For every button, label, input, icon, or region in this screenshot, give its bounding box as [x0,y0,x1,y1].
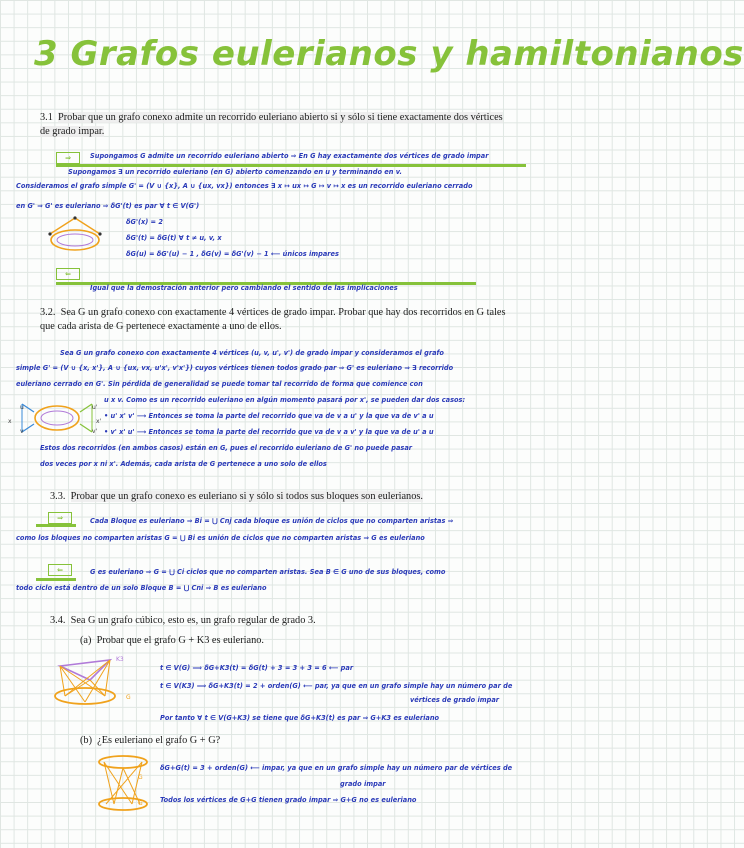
problem-statement: Probar que un grafo conexo admite un recorrido euleriano abierto si y sólo si tiene exactamente dos vértices de grado impar. [40,112,503,137]
hw-line: grado impar [340,780,386,788]
hw-line: δG'(x) = 2 [126,218,163,226]
arrow-left-box: ⇐ [56,268,80,280]
part-label: (a) [80,635,92,646]
figure-label: G [138,800,143,807]
page-title: 3 Grafos eulerianos y hamiltonianos [34,34,744,74]
problem-number: 3.4. [50,615,66,626]
hw-line: δG+G(t) = 3 + orden(G) ⟵ impar, ya que en un grafo simple hay un número par de vértices de [160,764,513,772]
arrow-right-box: ⇒ [56,152,80,164]
hw-line: G es euleriano ⇒ G = ⋃ Ci ciclos que no comparten aristas. Sea B ∈ G uno de sus bloques, como [90,568,446,576]
euler-figure-3-1 [40,214,110,260]
problem-number: 3.2. [40,307,56,318]
problem-statement: Probar que un grafo conexo es euleriano si y sólo si todos sus bloques son eulerianos. [70,491,423,502]
part-text: Probar que el grafo G + K3 es euleriano. [96,635,264,646]
problem-part-b [80,734,220,748]
hw-line: como los bloques no comparten aristas G = ⋃ Bi es unión de ciclos que no comparten aristas ⇒ G es euleriano [16,534,425,542]
part-text: ¿Es euleriano el grafo G + G? [97,735,221,746]
problem-statement: Sea G un grafo conexo con exactamente 4 vértices de grado impar. Probar que hay dos recorridos en G tales que cada arista de G pertenece exactamente a uno de ellos. [40,307,506,332]
green-underline [36,524,76,527]
figure-label: x [8,418,12,425]
figure-label: v [20,428,24,435]
euler-figure-3-2 [14,394,100,444]
problem-statement: Sea G un grafo cúbico, esto es, un grafo regular de grado 3. [70,615,316,626]
hw-line: Igual que la demostración anterior pero cambiando el sentido de las implicaciones [90,284,398,292]
hw-line: vértices de grado impar [410,696,500,704]
green-underline [36,578,76,581]
hw-line: Cada Bloque es euleriano ⇒ Bi = ⋃ Cnj cada bloque es unión de ciclos que no comparten aristas ⇒ [90,517,454,525]
problem-number: 3.3. [50,491,66,502]
figure-label: G [126,694,131,701]
figure-label: K3 [116,656,124,663]
problem-3-2 [40,306,510,333]
hw-line: Supongamos G admite un recorrido euleriano abierto ⇒ En G hay exactamente dos vértices de grado impar [90,152,489,160]
hw-line: δG(u) = δG'(u) − 1 , δG(v) = δG'(v) − 1 ⟵ únicos impares [126,250,339,258]
figure-label: u' [92,404,98,411]
figure-label: G [138,774,143,781]
hw-line: Supongamos ∃ un recorrido euleriano (en G) abierto comenzando en u y terminando en v. [68,168,403,176]
hw-line: dos veces por x ni x'. Además, cada arista de G pertenece a uno solo de ellos [40,460,327,468]
part-label: (b) [80,735,93,746]
problem-3-4 [50,614,520,628]
arrow-left-box: ⇐ [48,564,72,576]
problem-part-a [80,634,264,648]
arrow-right-box: ⇒ [48,512,72,524]
hw-line: Sea G un grafo conexo con exactamente 4 vértices (u, v, u', v') de grado impar y consideramos el grafo [60,349,444,357]
hw-line: δG'(t) = δG(t) ∀ t ≠ u, v, x [126,234,222,242]
problem-3-3 [50,490,520,504]
figure-label: u [20,404,24,411]
hw-line: simple G' = (V ∪ {x, x'}, A ∪ {ux, vx, u'x', v'x'}) cuyos vértices tienen todos grado par ⇒ G' es euleriano ⇒ ∃ recorrido [16,364,454,372]
hw-line: Todos los vértices de G+G tienen grado impar ⇒ G+G no es euleriano [160,796,417,804]
hw-line: t ∈ V(G) ⟹ δG+K3(t) = δG(t) + 3 = 3 + 3 = 6 ⟵ par [160,664,354,672]
hw-line: Consideramos el grafo simple G' = (V ∪ {x}, A ∪ {ux, vx}) entonces ∃ x ↦ ux ↦ G ↦ v ↦ x es un recorrido euleriano cerrado [16,182,473,190]
problem-3-1 [40,111,510,138]
figure-label: v' [92,428,98,435]
hw-line: Estos dos recorridos (en ambos casos) están en G, pues el recorrido euleriano de G' no puede pasar [40,444,413,452]
problem-number: 3.1 [40,112,53,123]
hw-line: u x v. Como es un recorrido euleriano en algún momento pasará por x', se pueden dar dos casos: [104,396,466,404]
hw-line: • u' x' v' ⟶ Entonces se toma la parte del recorrido que va de v a u' y la que va de v' a u [104,412,434,420]
hw-line: • v' x' u' ⟶ Entonces se toma la parte del recorrido que va de v a v' y la que va de u' a u [104,428,434,436]
hw-line: en G' ⇒ G' es euleriano ⇒ δG'(t) es par ∀ t ∈ V(G') [16,202,200,210]
hw-line: todo ciclo está dentro de un solo Bloque B = ⋃ Cni ⇒ B es euleriano [16,584,267,592]
figure-label: x' [96,418,102,425]
hw-line: t ∈ V(K3) ⟹ δG+K3(t) = 2 + orden(G) ⟵ par, ya que en un grafo simple hay un número par de [160,682,513,690]
hw-line: euleriano cerrado en G'. Sin pérdida de generalidad se puede tomar tal recorrido de forma que comience con [16,380,423,388]
hw-line: Por tanto ∀ t ∈ V(G+K3) se tiene que δG+K3(t) es par ⇒ G+K3 es euleriano [160,714,440,722]
